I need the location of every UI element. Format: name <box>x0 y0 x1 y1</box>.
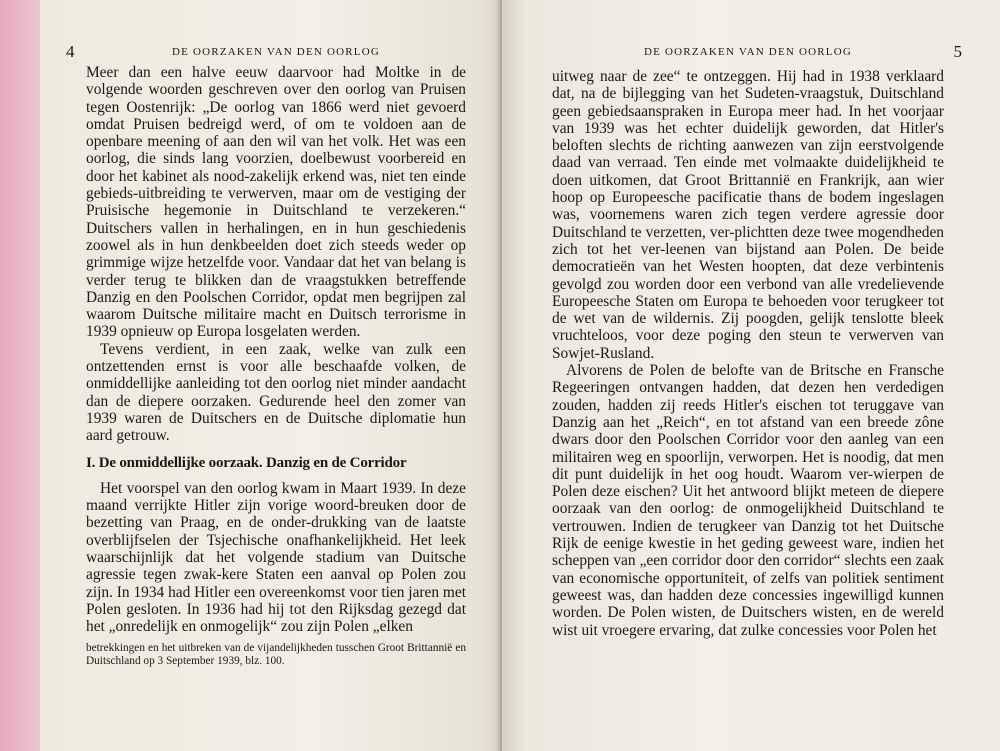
paragraph: uitweg naar de zee“ te ontzeggen. Hij had in 1938 verklaard dat, na de bijlegging van het Sudeten-vraagstuk, Duitschland geen gebiedsaanspraken in Europa meer had. In het voorjaar van 1939 was het echter duidelijk geworden, dat Hitler's beloften slechts de richting aanwezen van zijn eerstvolgende daad van verraad. Ten einde met volmaakte duidelijkheid te doen uitkomen, dat Groot Brittannië en Frankrijk, aan wier hoop op Europeesche pacificatie thans de bodem ingeslagen was, voornemens waren zich tegen verdere agressie door Duitschland te verzetten, ver-plichtten deze twee mogendheden zich tot het ver-leenen van bijstand aan Polen. De beide democratieën van het Westen hoopten, dat deze verbintenis gevolgd zou worden door een verbond van alle vredelievende Europeesche Staten om Europa te behoeden voor terugkeer tot de wet van de wildernis. Zij poogden, gelijk tenslotte bleek vruchteloos, voor deze poging den steun te verwerven van Sowjet-Rusland. <box>552 68 944 362</box>
page-number: 5 <box>953 42 962 61</box>
running-head: DE OORZAKEN VAN DEN OORLOG <box>643 46 852 58</box>
left-page-header <box>66 42 466 64</box>
left-page <box>40 0 502 751</box>
section-heading: I. De onmiddellijke oorzaak. Danzig en de Corridor <box>86 454 407 471</box>
paragraph: Het voorspel van den oorlog kwam in Maart 1939. In deze maand verrijkte Hitler zijn vorige woord-breuken door de bezetting van Praag, en de onder-drukking van de laatste overblijfselen der Tsjechische onafhankelijkheid. Het leek waarschijnlijk dat het volgende stadium van Duitsche agressie tegen zwak-kere Staten een aanval op Polen zou zijn. In 1934 had Hitler een overeenkomst voor tien jaren met Polen gesloten. In 1936 had hij tot den Rijksdag gezegd dat het „onredelijk en onmogelijk“ zou zijn Polen „elken <box>86 479 466 636</box>
left-page-body <box>86 64 466 669</box>
paragraph: Tevens verdient, in een zaak, welke van zulk een ontzettenden ernst is voor alle beschaafde volken, de onmiddellijke aanleiding tot den oorlog niet minder aandacht dan de diepere oorzaken. Gedurende heel den zomer van 1939 waren de Duitschers en de Duitsche diplomatie hun aard getrouw. <box>86 340 466 445</box>
paragraph: Alvorens de Polen de belofte van de Britsche en Fransche Regeeringen ontvangen hadden, dat dezen hen verdedigen zouden, hadden zij reeds Hitler's eischen tot teruggave van Danzig aan het „Reich“, en tot afstand van een breede zône dwars door den Poolschen Corridor voor den aanleg van een militairen weg en spoorlijn, verworpen. Het is noodig, dat men dit punt duidelijk in het oog houdt. Waarom ver-wierpen de Polen deze eischen? Uit het antwoord blijkt meteen de diepere oorzaak van den oorlog: de onmogelijkheid Duitschland te vertrouwen. Indien de terugkeer van Danzig tot het Duitsche Rijk de eenige kwestie in het geding geweest ware, indien het scheppen van „een corridor door den corridor“ slechts een zaak van economische opportuniteit, of zelfs van politiek sentiment geweest was, dan hadden deze concessies ingewilligd kunnen worden. De Polen wisten, de Duitschers wisten, en de wereld wist uit vroegere ervaring, dat zulke concessies voor Polen het <box>552 362 944 639</box>
right-page-body <box>552 68 944 639</box>
footnote: betrekkingen en het uitbreken van de vijandelijkheden tusschen Groot Brittannië en Duitschland op 3 September 1939, blz. 100. <box>86 641 466 667</box>
right-page-header <box>552 42 962 64</box>
page-number: 4 <box>66 42 75 61</box>
right-page <box>502 0 1000 751</box>
running-head: DE OORZAKEN VAN DEN OORLOG <box>171 46 380 58</box>
paragraph: Meer dan een halve eeuw daarvoor had Moltke in de volgende woorden geschreven over den oorlog van Pruisen tegen Oostenrijk: „De oorlog van 1866 werd niet gevoerd omdat Pruisen bedreigd werd, of om te voldoen aan de openbare meening of aan den wil van het volk. Het was een oorlog, die sinds lang voorzien, doelbewust voorbereid en door het kabinet als nood-zakelijk erkend was, niet ten einde gebieds-uitbreiding te verwerven, maar om de vestiging der Pruisische hegemonie in Duitschland te verzekeren.“ Duitschers vallen in herhalingen, en in hun geschiedenis zoowel als in hun denkbeelden doet zich steeds weder op grimmige wijze hetzelfde voor. Vandaar dat het van belang is verder terug te blikken dan de vraagstukken betreffende Danzig en den Poolschen Corridor, opdat men begrijpen zal waarom Duitsche militaire macht en Duitsch terrorisme in 1939 opnieuw op Europa losgelaten werden. <box>86 64 466 341</box>
